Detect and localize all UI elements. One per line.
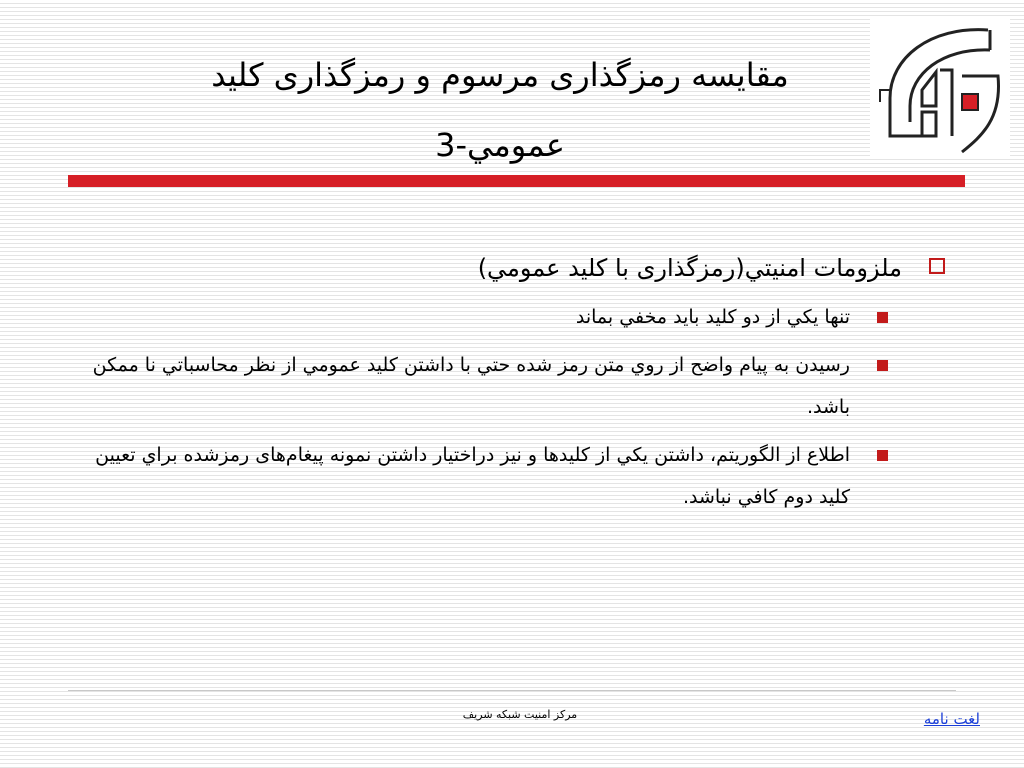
filled-square-bullet-icon bbox=[877, 450, 888, 461]
logo-graphic bbox=[870, 18, 1010, 158]
slide-content bbox=[70, 248, 950, 524]
title-line-2: عمومي-3 bbox=[435, 126, 565, 164]
sub-bullet-text: تنها يکي از دو کليد بايد مخفي بماند bbox=[575, 306, 850, 328]
bullet-text: ملزومات امنيتي(رمزگذاری با کليد عمومي) bbox=[477, 254, 902, 282]
sub-bullet-2 bbox=[70, 344, 950, 428]
title-line-1: مقایسه رمزگذاری مرسوم و رمزگذاری کلید bbox=[211, 56, 789, 94]
slide-title bbox=[150, 40, 850, 180]
filled-square-bullet-icon bbox=[877, 360, 888, 371]
sub-bullet-text: اطلاع از الگوريتم، داشتن يکي از کليدها و نيز دراختيار داشتن نمونه پيغام‌های رمزشده براي تعيين کليد دوم کافي نباشد. bbox=[95, 444, 850, 508]
sub-bullet-1 bbox=[70, 296, 950, 338]
sub-bullet-text: رسيدن به پيام واضح از روي متن رمز شده حتي با داشتن کليد عمومي از نظر محاسباتي نا ممکن باشد. bbox=[92, 354, 850, 418]
sub-bullet-3 bbox=[70, 434, 950, 518]
footer-divider bbox=[68, 690, 956, 691]
bullet-level-1 bbox=[70, 248, 950, 288]
organization-logo-icon bbox=[870, 18, 1010, 158]
hollow-square-bullet-icon bbox=[929, 258, 945, 274]
filled-square-bullet-icon bbox=[877, 312, 888, 323]
glossary-link[interactable]: لغت نامه bbox=[923, 710, 980, 728]
footer-organization-text: مرکز امنيت شبکه شريف bbox=[462, 708, 578, 721]
title-divider-bar bbox=[68, 175, 965, 187]
